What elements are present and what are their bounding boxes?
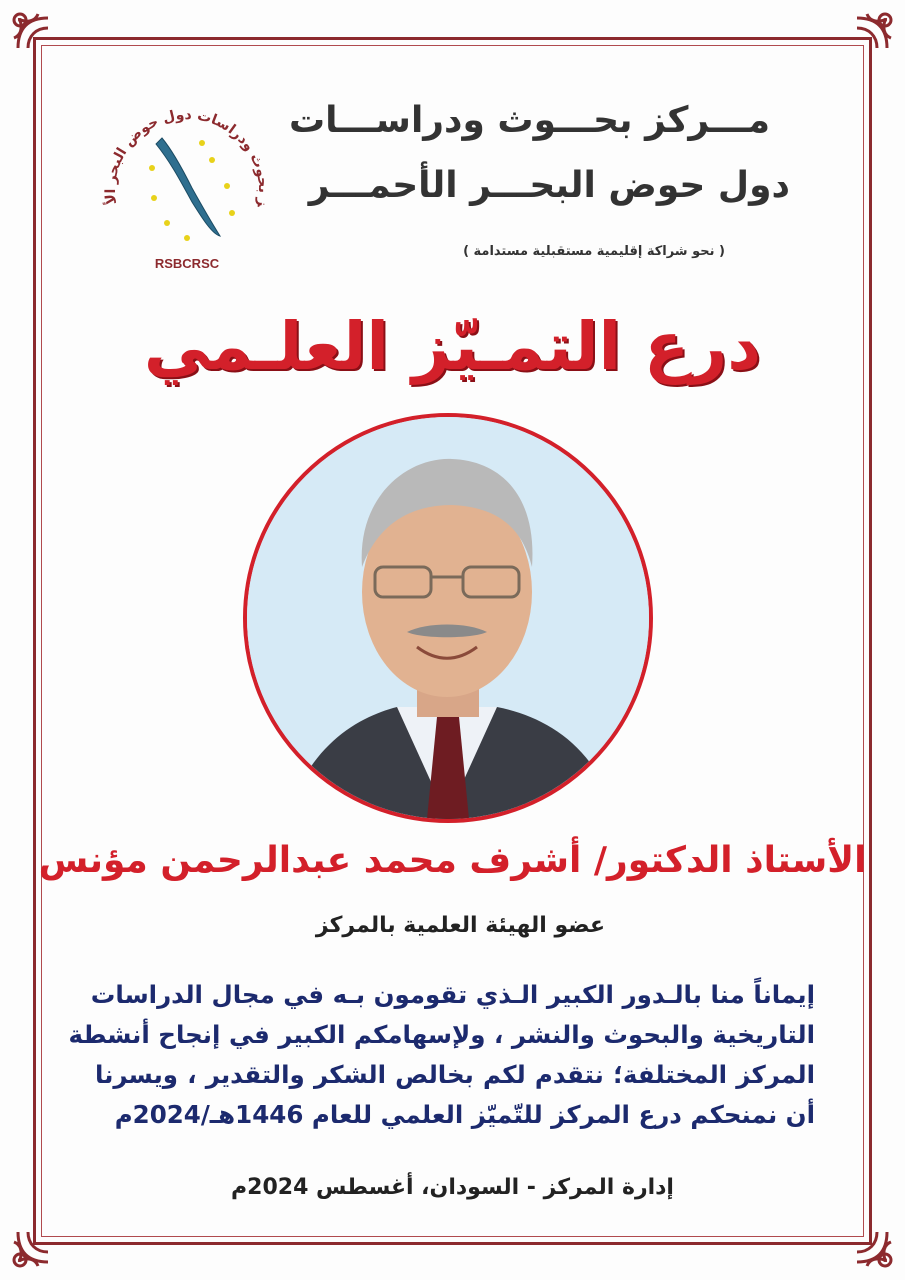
center-logo xyxy=(92,88,282,278)
recipient-role: عضو الهيئة العلمية بالمركز xyxy=(315,913,605,938)
citation-body xyxy=(68,975,815,1135)
corner-ornament-icon xyxy=(817,1192,897,1272)
portrait-illustration-icon xyxy=(247,417,649,819)
corner-ornament-icon xyxy=(817,8,897,88)
issuer-footer: إدارة المركز - السودان، أغسطس 2024م xyxy=(231,1175,674,1200)
org-tagline: ( نحو شراكة إقليمية مستقبلية مستدامة ) xyxy=(463,244,725,259)
logo-abbreviation: RSBCRSC xyxy=(154,256,220,271)
citation-line: أن نمنحكم درع المركز للتّميّز العلمي للعام 1446هـ/2024م xyxy=(114,1100,815,1129)
org-name-line1: مـــركز بحـــوث ودراســـات xyxy=(288,100,770,141)
corner-ornament-icon xyxy=(8,1192,88,1272)
citation-line: المركز المختلفة؛ نتقدم لكم بخالص الشكر والتقدير ، ويسرنا xyxy=(95,1060,815,1089)
red-sea-logo-icon xyxy=(92,88,282,278)
corner-ornament-icon xyxy=(8,8,88,88)
recipient-portrait xyxy=(243,413,653,823)
award-title: درع التمـيّز العلـمي xyxy=(143,308,762,385)
logo-arc-text: ز بحوث ودراسات دول حوض البحر الأحمر xyxy=(102,107,272,209)
citation-line: التاريخية والبحوث والنشر ، ولإسهامكم الكبير في إنجاح أنشطة xyxy=(68,1020,815,1049)
svg-text:مركز بحوث ودراسات دول حوض البح xyxy=(92,88,271,209)
recipient-name: الأستاذ الدكتور/ أشرف محمد عبدالرحمن مؤنس xyxy=(38,840,867,881)
org-name-line2: دول حوض البحـــر الأحمـــر xyxy=(308,165,790,206)
citation-line: إيماناً منا بالـدور الكبير الـذي تقومون بـه في مجال الدراسات xyxy=(90,980,815,1009)
